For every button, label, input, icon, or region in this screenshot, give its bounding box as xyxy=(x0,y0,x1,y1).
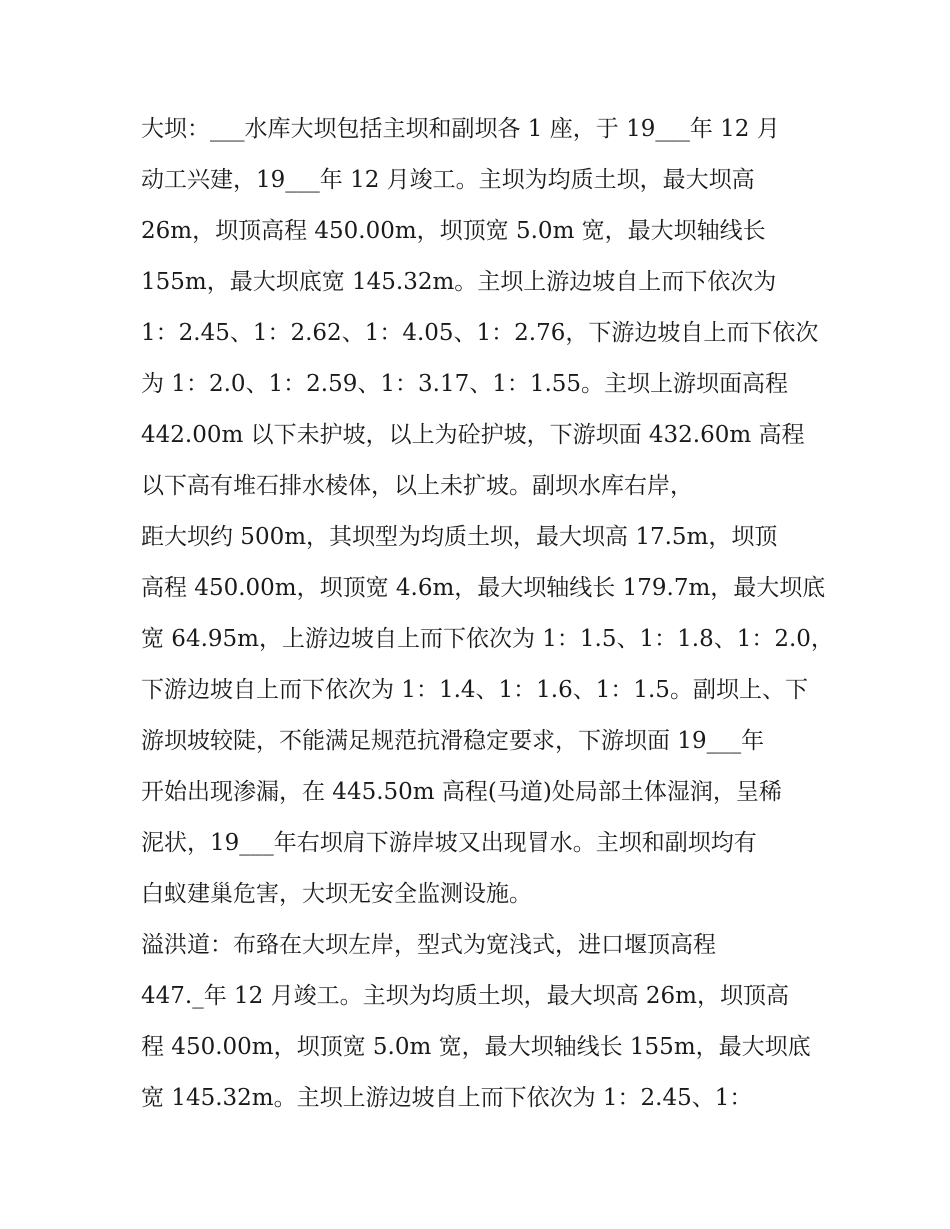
text-line: 溢洪道：布臵在大坝左岸，型式为宽浅式，进口堰顶高程 xyxy=(141,932,716,958)
text-line: 宽 64.95m，上游边坡自上而下依次为 1：1.5、1：1.8、1：2.0， xyxy=(141,626,834,652)
text-line: 442.00m 以下未护坡，以上为砼护坡，下游坝面 432.60m 高程 xyxy=(141,422,805,448)
body-text xyxy=(141,104,834,1124)
text-line: 动工兴建，19___年 12 月竣工。主坝为均质土坝，最大坝高 xyxy=(141,167,755,193)
text-line: 白蚁建巢危害，大坝无安全监测设施。 xyxy=(141,881,532,907)
text-line: 大坝：___水库大坝包括主坝和副坝各 1 座，于 19___年 12 月 xyxy=(141,116,780,142)
text-line: 程 450.00m，坝顶宽 5.0m 宽，最大坝轴线长 155m，最大坝底 xyxy=(141,1034,811,1060)
text-line: 155m，最大坝底宽 145.32m。主坝上游边坡自上而下依次为 xyxy=(141,269,777,295)
text-line: 泥状，19___年右坝肩下游岸坡又出现冒水。主坝和副坝均有 xyxy=(141,830,757,856)
text-line: 开始出现渗漏，在 445.50m 高程(马道)处局部土体湿润，呈稀 xyxy=(141,779,782,805)
text-line: 宽 145.32m。主坝上游边坡自上而下依次为 1：2.45、1： xyxy=(141,1085,753,1111)
text-line: 1：2.45、1：2.62、1：4.05、1：2.76，下游边坡自上而下依次 xyxy=(141,320,819,346)
text-line: 游坝坡较陡，不能满足规范抗滑稳定要求，下游坝面 19___年 xyxy=(141,728,765,754)
text-line: 高程 450.00m，坝顶宽 4.6m，最大坝轴线长 179.7m，最大坝底 xyxy=(141,575,826,601)
text-line: 下游边坡自上而下依次为 1：1.4、1：1.6、1：1.5。副坝上、下 xyxy=(141,677,808,703)
text-line: 447._年 12 月竣工。主坝为均质土坝，最大坝高 26m，坝顶高 xyxy=(141,983,789,1009)
text-line: 26m，坝顶高程 450.00m，坝顶宽 5.0m 宽，最大坝轴线长 xyxy=(141,218,766,244)
text-line: 以下高有堆石排水棱体，以上未扩坡。副坝水库右岸， xyxy=(141,473,693,499)
text-line: 距大坝约 500m，其坝型为均质土坝，最大坝高 17.5m，坝顶 xyxy=(141,524,778,550)
text-line: 为 1：2.0、1：2.59、1：3.17、1：1.55。主坝上游坝面高程 xyxy=(141,371,789,397)
